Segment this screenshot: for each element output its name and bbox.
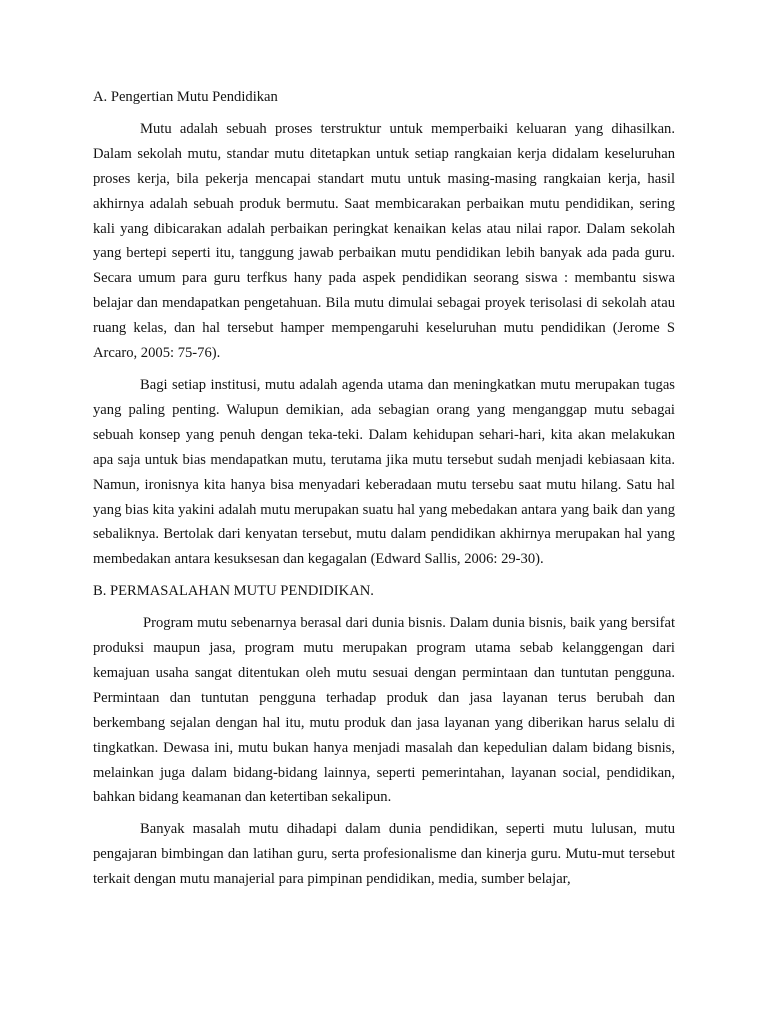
section-a-paragraph-1: Mutu adalah sebuah proses terstruktur untuk memperbaiki keluaran yang dihasilkan. Dalam sekolah mutu, standar mutu ditetapkan untuk setiap rangkaian kerja didalam keseluruhan proses kerja, bila pekerja mencapai standart mutu untuk masing-masing rangkaian kerja, hasil akhirnya adalah sebuah produk bermutu. Saat membicarakan perbaikan mutu pendidikan, sering kali yang dibicarakan adalah perbaikan peringkat kenaikan kelas atau nilai rapor. Dalam sekolah yang bertepi seperti itu, tanggung jawab perbaikan mutu pendidikan lebih banyak ada pada guru. Secara umum para guru terfkus hany pada aspek pendidikan seorang siswa : membantu siswa belajar dan mendapatkan pengetahuan. Bila mutu dimulai sebagai proyek terisolasi di sekolah atau ruang kelas, dan hal tersebut hamper mempengaruhi keseluruhan mutu pendidikan (Jerome S Arcaro, 2005: 75-76).: [93, 120, 675, 362]
section-a-heading: A. Pengertian Mutu Pendidikan: [93, 89, 278, 105]
section-b-paragraph-1: Program mutu sebenarnya berasal dari dunia bisnis. Dalam dunia bisnis, baik yang bersifat produksi maupun jasa, program mutu merupakan program utama sebab kelanggengan dari kemajuan usaha sangat ditentukan oleh mutu sesuai dengan permintaan dan tuntutan pengguna. Permintaan dan tuntutan pengguna terhadap produk dan jasa layanan terus berubah dan berkembang sejalan dengan hal itu, mutu produk dan jasa layanan yang diberikan harus selalu di tingkatkan. Dewasa ini, mutu bukan hanya menjadi masalah dan kepedulian dalam bidang bisnis, melainkan juga dalam bidang-bidang lainnya, seperti pemerintahan, layanan social, pendidikan, bahkan bidang keamanan dan ketertiban sekalipun.: [93, 615, 675, 806]
section-b-heading: B. PERMASALAHAN MUTU PENDIDIKAN.: [93, 583, 374, 600]
document-body: [93, 85, 675, 899]
section-b-paragraph-2: Banyak masalah mutu dihadapi dalam dunia pendidikan, seperti mutu lulusan, mutu pengajaran bimbingan dan latihan guru, serta profesionalisme dan kinerja guru. Mutu-mut tersebut terkait dengan mutu manajerial para pimpinan pendidikan, media, sumber belajar,: [93, 821, 675, 888]
section-a-paragraph-2: Bagi setiap institusi, mutu adalah agenda utama dan meningkatkan mutu merupakan tugas yang paling penting. Walupun demikian, ada sebagian orang yang menganggap mutu sebagai sebuah konsep yang penuh dengan teka-teki. Dalam kehidupan sehari-hari, kita akan melakukan apa saja untuk bias mendapatkan mutu, terutama jika mutu tersebut sudah menjadi kebiasaan kita. Namun, ironisnya kita hanya bisa menyadari keberadaan mutu tersebu saat mutu hilang. Satu hal yang bias kita yakini adalah mutu merupakan suatu hal yang mebedakan antara yang baik dan yang sebaliknya. Bertolak dari kenyatan tersebut, mutu dalam pendidikan akhirnya merupakan hal yang membedakan antara kesuksesan dan kegagalan (Edward Sallis, 2006: 29-30).: [93, 376, 675, 568]
